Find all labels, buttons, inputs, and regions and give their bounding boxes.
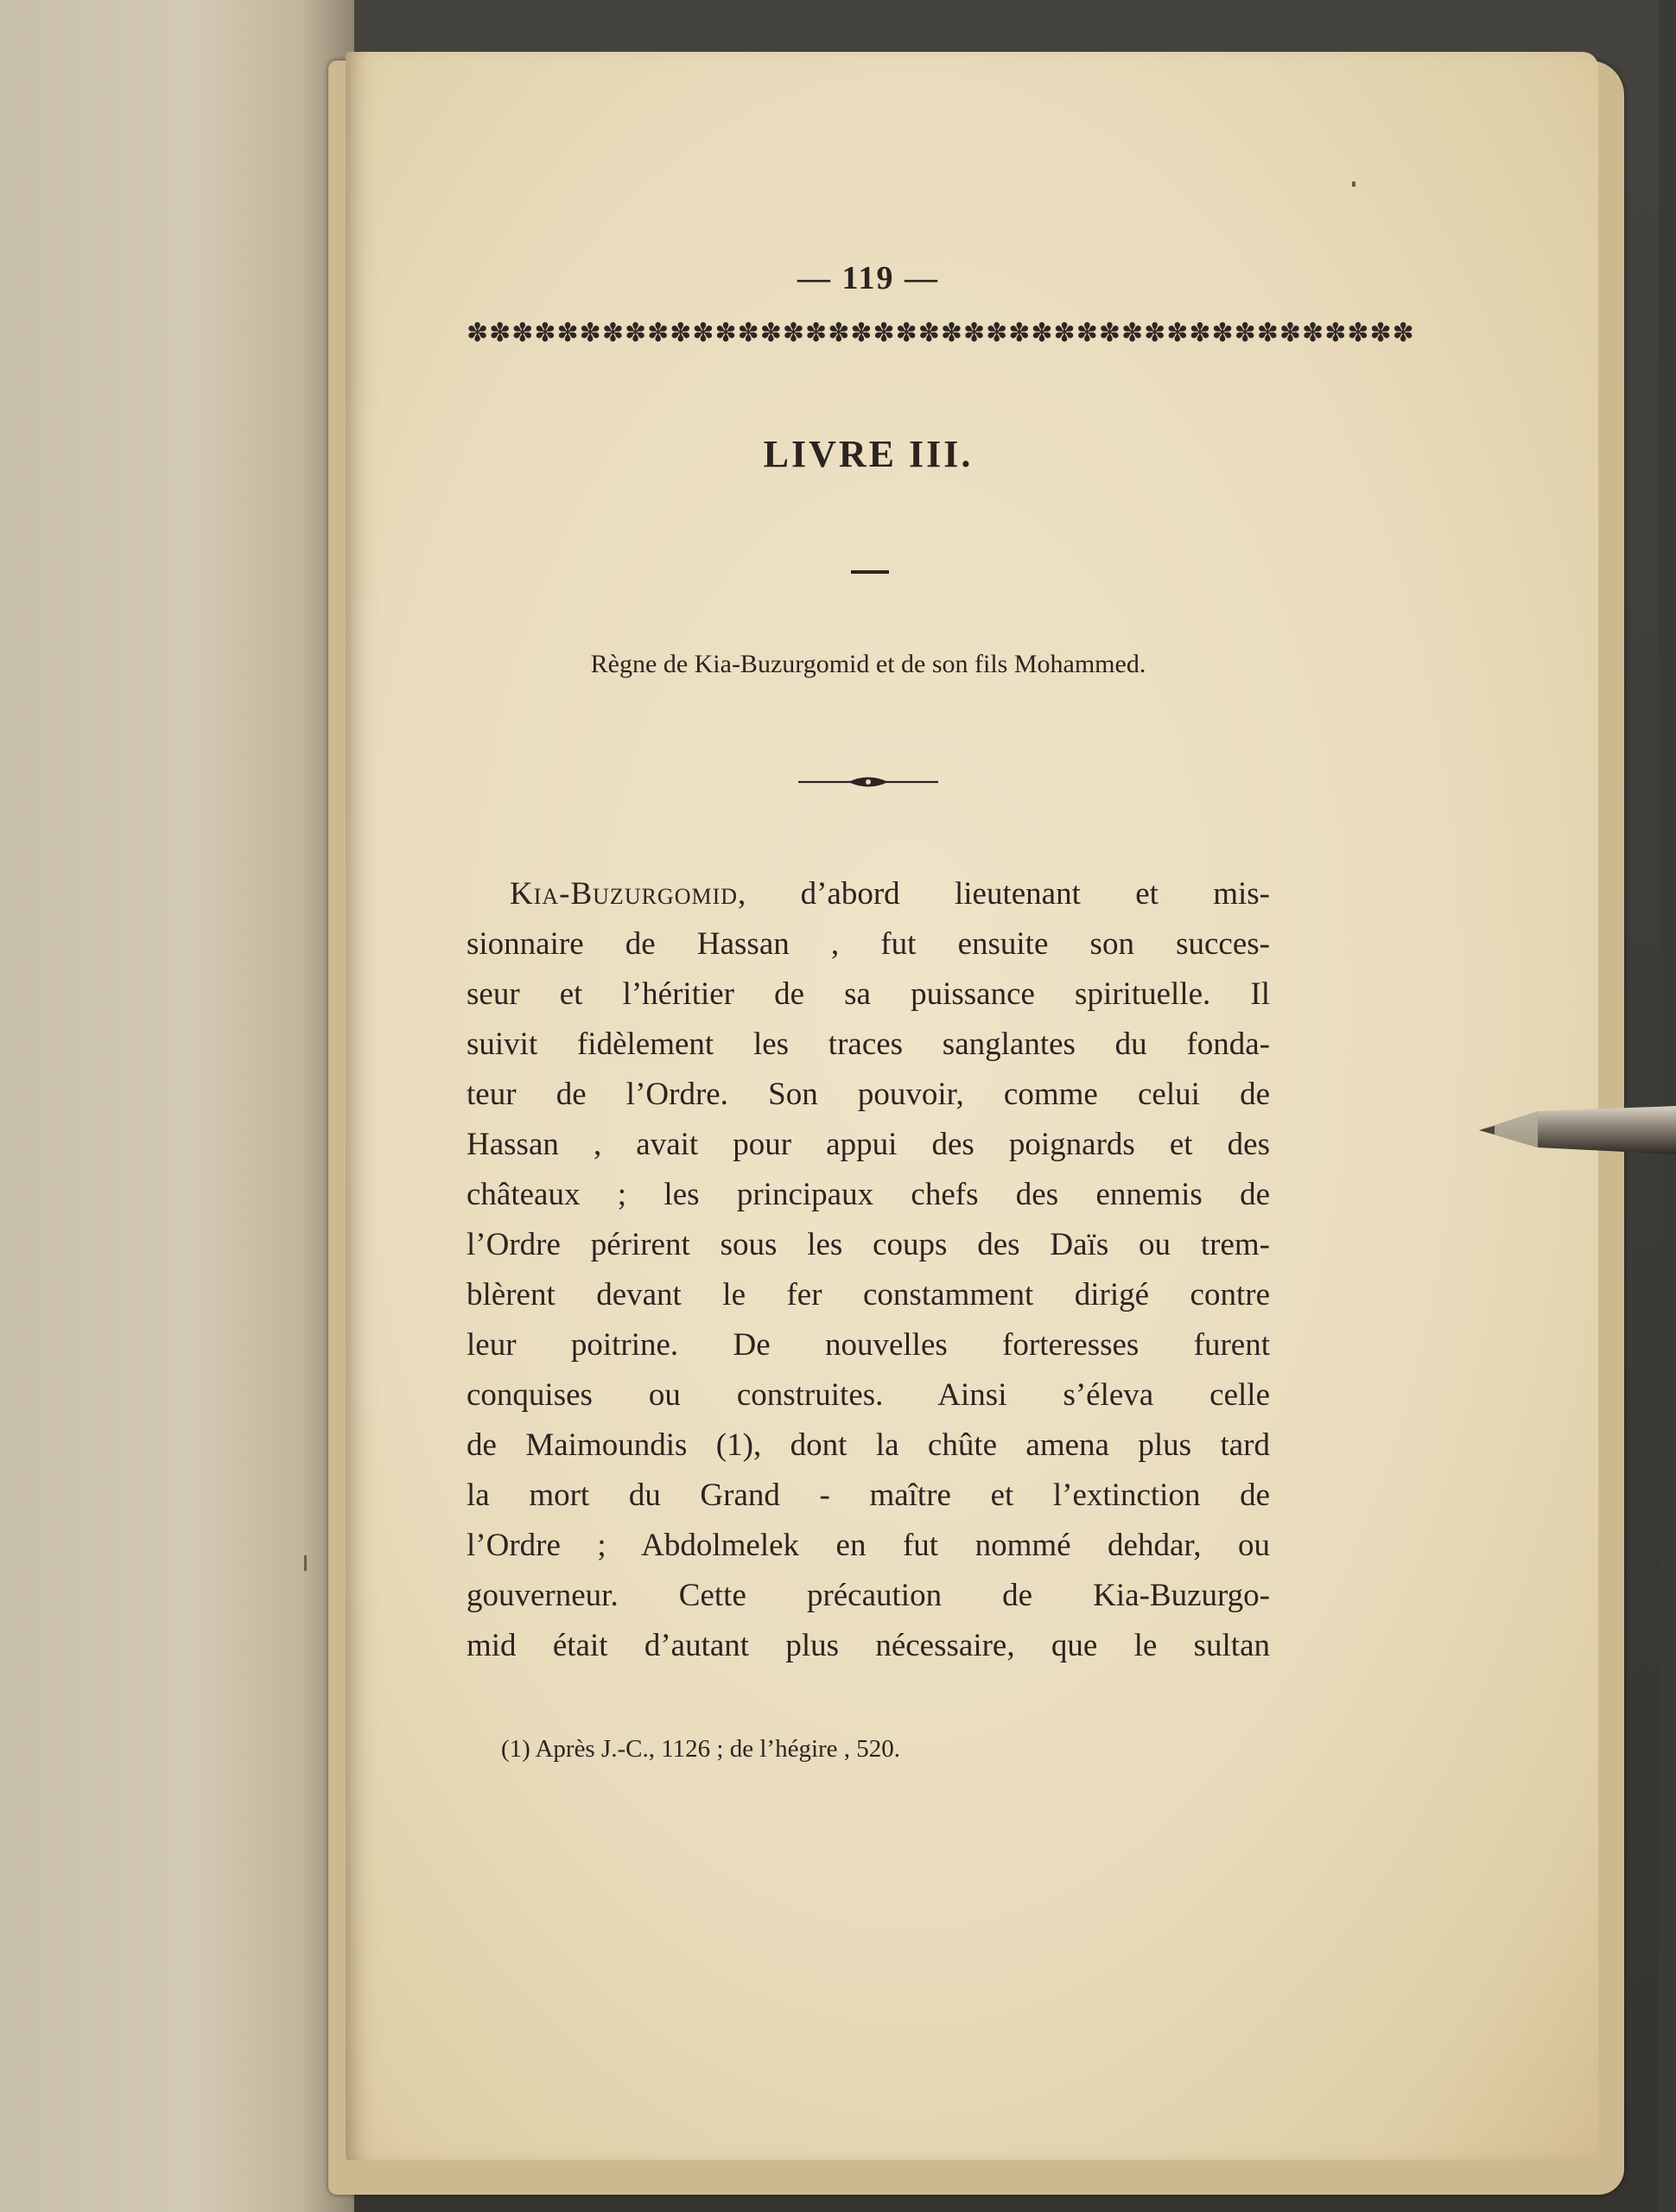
lead-name: Kia-Buzurgomid [510, 876, 739, 912]
body-line: suivit fidèlement les traces sanglantes du fonda- [467, 1027, 1270, 1062]
paper-speck [304, 1555, 307, 1571]
body-line: teur de l’Ordre. Son pouvoir, comme celui de [467, 1077, 1270, 1112]
body-line: de Maimoundis (1), dont la chûte amena plus tard [467, 1427, 1270, 1463]
title-rule [851, 570, 889, 574]
book-title: LIVRE III. [763, 433, 974, 475]
body-line: la mort du Grand - maître et l’extinction de [467, 1478, 1270, 1513]
body-line: conquises ou construites. Ainsi s’éleva celle [467, 1377, 1270, 1413]
pen-tip-object [1477, 1099, 1676, 1160]
body-line: l’Ordre périrent sous les coups des Daïs ou trem- [467, 1227, 1270, 1262]
body-line: leur poitrine. De nouvelles forteresses furent [467, 1327, 1270, 1363]
footnote: (1) Après J.-C., 1126 ; de l’hégire , 520. [501, 1735, 901, 1763]
body-line: mid était d’autant plus nécessaire, que le sultan [467, 1628, 1270, 1663]
left-page [0, 0, 354, 2212]
body-text [467, 869, 1270, 1671]
body-line: sionnaire de Hassan , fut ensuite son succes- [467, 926, 1270, 962]
body-line: seur et l’héritier de sa puissance spirituelle. Il [467, 976, 1270, 1012]
body-line: Kia-Buzurgomid, d’abord lieutenant et mis- [510, 876, 1270, 912]
body-line: gouverneur. Cette précaution de Kia-Buzurgo- [467, 1578, 1270, 1613]
body-line: Hassan , avait pour appui des poignards et des [467, 1127, 1270, 1162]
paper-speck [1352, 181, 1355, 187]
chapter-subtitle: Règne de Kia-Buzurgomid et de son fils Mohammed. [590, 650, 1146, 678]
fleuron-divider [795, 760, 942, 804]
body-line: blèrent devant le fer constamment dirigé contre [467, 1277, 1270, 1313]
page-number: — 119 — [797, 260, 939, 296]
ornament-border: ✽✽✽✽✽✽✽✽✽✽✽✽✽✽✽✽✽✽✽✽✽✽✽✽✽✽✽✽✽✽✽✽✽✽✽✽✽✽✽✽✽✽ [467, 319, 1415, 347]
body-line: châteaux ; les principaux chefs des ennemis de [467, 1177, 1270, 1212]
body-line: l’Ordre ; Abdolmelek en fut nommé dehdar, ou [467, 1528, 1270, 1563]
